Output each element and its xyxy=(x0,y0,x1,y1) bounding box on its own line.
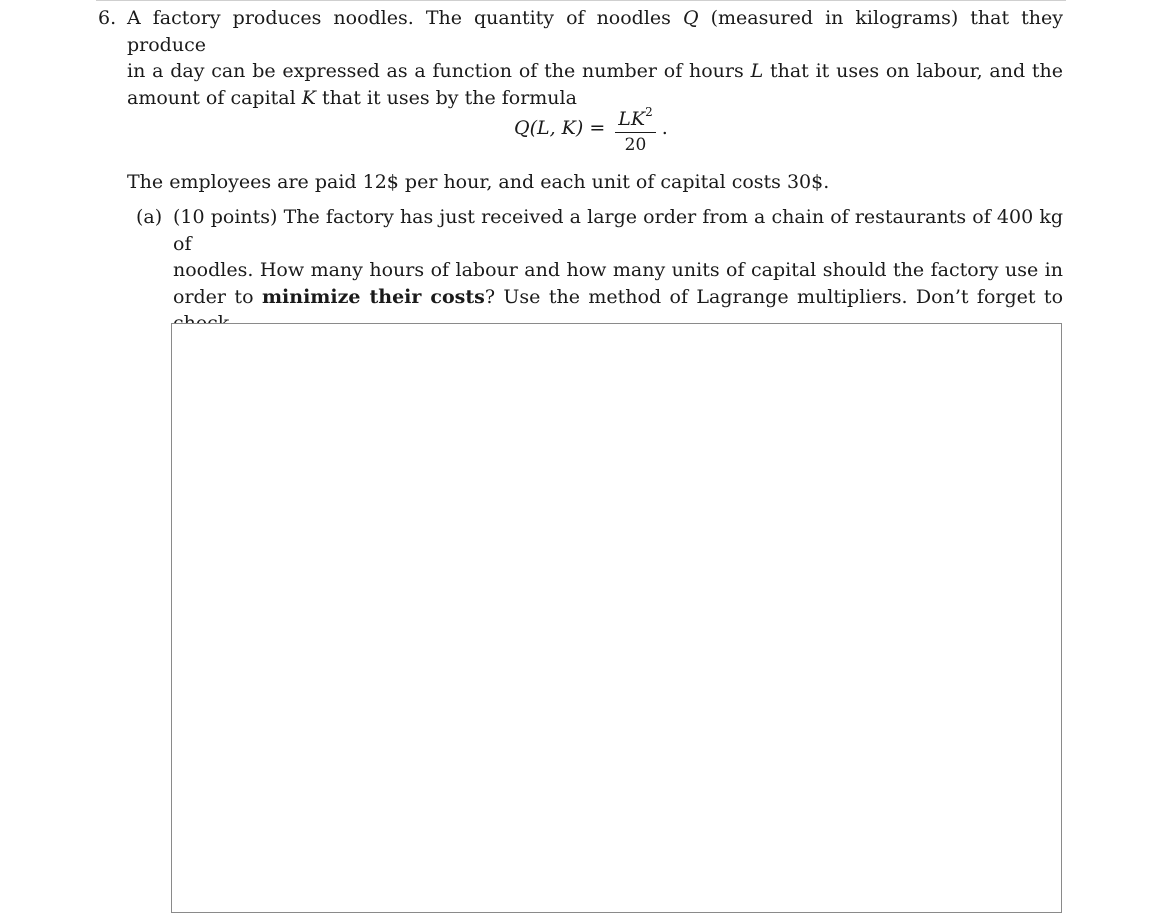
answer-box[interactable] xyxy=(171,323,1062,913)
intro-line-3-text-a: amount of capital xyxy=(127,86,296,109)
intro-line-2 xyxy=(127,58,1063,85)
formula-end: . xyxy=(661,117,668,139)
part-a-line-2: noodles. How many hours of labour and how many units of capital should the factory use in xyxy=(173,259,1063,281)
formula-fraction xyxy=(615,101,655,156)
part-a-line-3-text-b: ? Use the method of Lagrange multipliers. Don’t forget to xyxy=(484,285,1064,308)
intro-line-1-text-b: (measured in kilograms) that they produce xyxy=(127,7,1063,56)
formula-numerator-text: LK xyxy=(618,107,646,130)
formula-numerator xyxy=(615,101,655,132)
question-intro xyxy=(127,5,1063,111)
production-formula xyxy=(514,98,668,158)
intro-line-2-text-b: that it uses on labour, and the xyxy=(769,60,1064,82)
intro-line-1-text-a: A factory produces noodles. The quantity of noodles xyxy=(127,7,671,29)
variable-q: Q xyxy=(682,7,699,29)
variable-l: L xyxy=(750,60,764,82)
part-a-label: (a) xyxy=(136,206,163,228)
intro-line-1 xyxy=(127,5,1063,58)
part-a-line-1: (10 points) The factory has just received a large order from a chain of restaurants of 400 kg of xyxy=(173,206,1063,255)
part-a-line-3-text-a: order to xyxy=(173,285,254,308)
question-number: 6. xyxy=(98,7,117,29)
intro-line-2-text-a: in a day can be expressed as a function of the number of hours xyxy=(127,60,744,82)
minimize-costs-emphasis: minimize their costs xyxy=(261,285,485,308)
variable-k: K xyxy=(301,86,316,109)
intro-line-3-text-b: that it uses by the formula xyxy=(322,86,577,109)
formula-denominator: 20 xyxy=(624,134,647,155)
wage-capital-cost-text: The employees are paid 12$ per hour, and each unit of capital costs 30$. xyxy=(127,171,830,193)
formula-lhs: Q(L, K) = xyxy=(514,117,606,139)
formula-exponent: 2 xyxy=(645,104,653,119)
